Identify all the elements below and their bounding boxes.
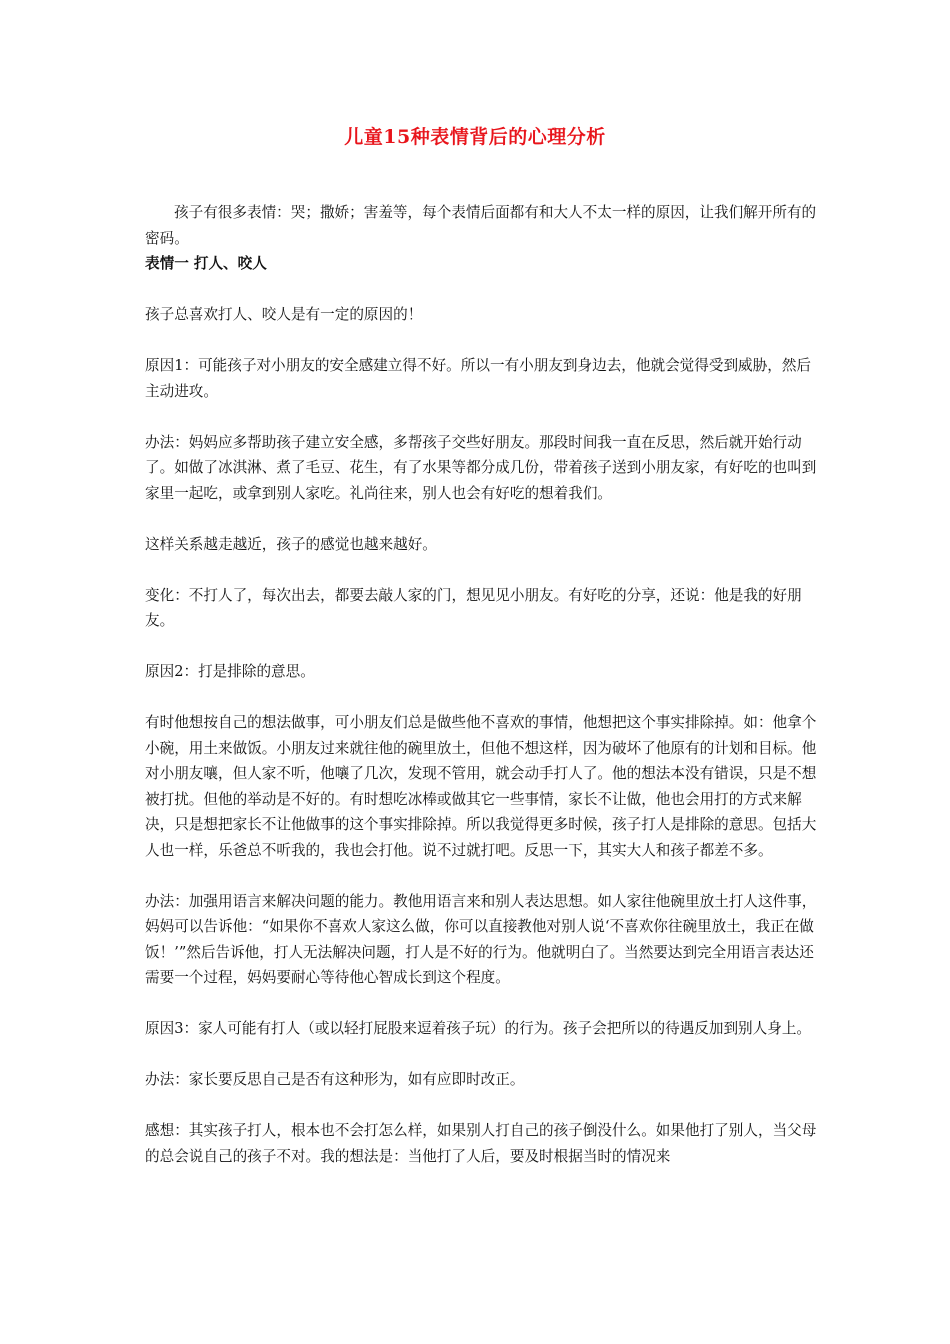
paragraph: 原因3：家人可能有打人（或以轻打屁股来逗着孩子玩）的行为。孩子会把所以的待遇反加到别人身上。 — [145, 1020, 812, 1037]
section-heading: 表情一 打人、咬人 — [145, 255, 267, 272]
paragraph: 感想：其实孩子打人，根本也不会打怎么样，如果别人打自己的孩子倒没什么。如果他打了别人，当父母的总会说自己的孩子不对。我的想法是：当他打了人后，要及时根据当时的情况来 — [145, 1122, 817, 1165]
paragraph: 孩子总喜欢打人、咬人是有一定的原因的！ — [145, 306, 423, 323]
paragraph: 原因1：可能孩子对小朋友的安全感建立得不好。所以一有小朋友到身边去，他就会觉得受到威胁，然后主动进攻。 — [145, 357, 812, 400]
paragraph: 办法：家长要反思自己是否有这种形为，如有应即时改正。 — [145, 1071, 525, 1088]
document-body — [145, 200, 823, 1169]
paragraph: 有时他想按自己的想法做事，可小朋友们总是做些他不喜欢的事情，他想把这个事实排除掉。如：他拿个小碗，用土来做饭。小朋友过来就往他的碗里放土，但他不想这样，因为破坏了他原有的计划和目标。他对小朋友嚷，但人家不听，他嚷了几次，发现不管用，就会动手打人了。他的想法本没有错误，只是不想被打扰。但他的举动是不好的。有时想吃冰棒或做其它一些事情，家长不让做，他也会用打的方式来解决，只是想把家长不让他做事的这个事实排除掉。所以我觉得更多时候，孩子打人是排除的意思。包括大人也一样，乐爸总不听我的，我也会打他。说不过就打吧。反思一下，其实大人和孩子都差不多。 — [145, 714, 817, 859]
paragraph: 办法：妈妈应多帮助孩子建立安全感，多帮孩子交些好朋友。那段时间我一直在反思，然后就开始行动了。如做了冰淇淋、煮了毛豆、花生，有了水果等都分成几份，带着孩子送到小朋友家，有好吃的也叫到家里一起吃，或拿到别人家吃。礼尚往来，别人也会有好吃的想着我们。 — [145, 433, 817, 502]
paragraph: 这样关系越走越近，孩子的感觉也越来越好。 — [145, 535, 437, 553]
paragraph: 原因2：打是排除的意思。 — [145, 663, 315, 680]
intro-paragraph: 孩子有很多表情：哭；撒娇；害羞等，每个表情后面都有和大人不太一样的原因，让我们解开所有的密码。 — [145, 204, 817, 247]
document-title: 儿童15种表情背后的心理分析 — [344, 126, 606, 148]
paragraph: 变化：不打人了，每次出去，都要去敲人家的门，想见见小朋友。有好吃的分享，还说：他是我的好朋友。 — [145, 586, 802, 629]
paragraph: 办法：加强用语言来解决问题的能力。教他用语言来和别人表达思想。如人家往他碗里放土打人这件事，妈妈可以告诉他：“如果你不喜欢人家这么做，你可以直接教他对别人说‘不喜欢你往碗里放土，我正在做饭！’”然后告诉他，打人无法解决问题，打人是不好的行为。他就明白了。当然要达到完全用语言表达还需要一个过程，妈妈要耐心等待他心智成长到这个程度。 — [145, 892, 817, 986]
